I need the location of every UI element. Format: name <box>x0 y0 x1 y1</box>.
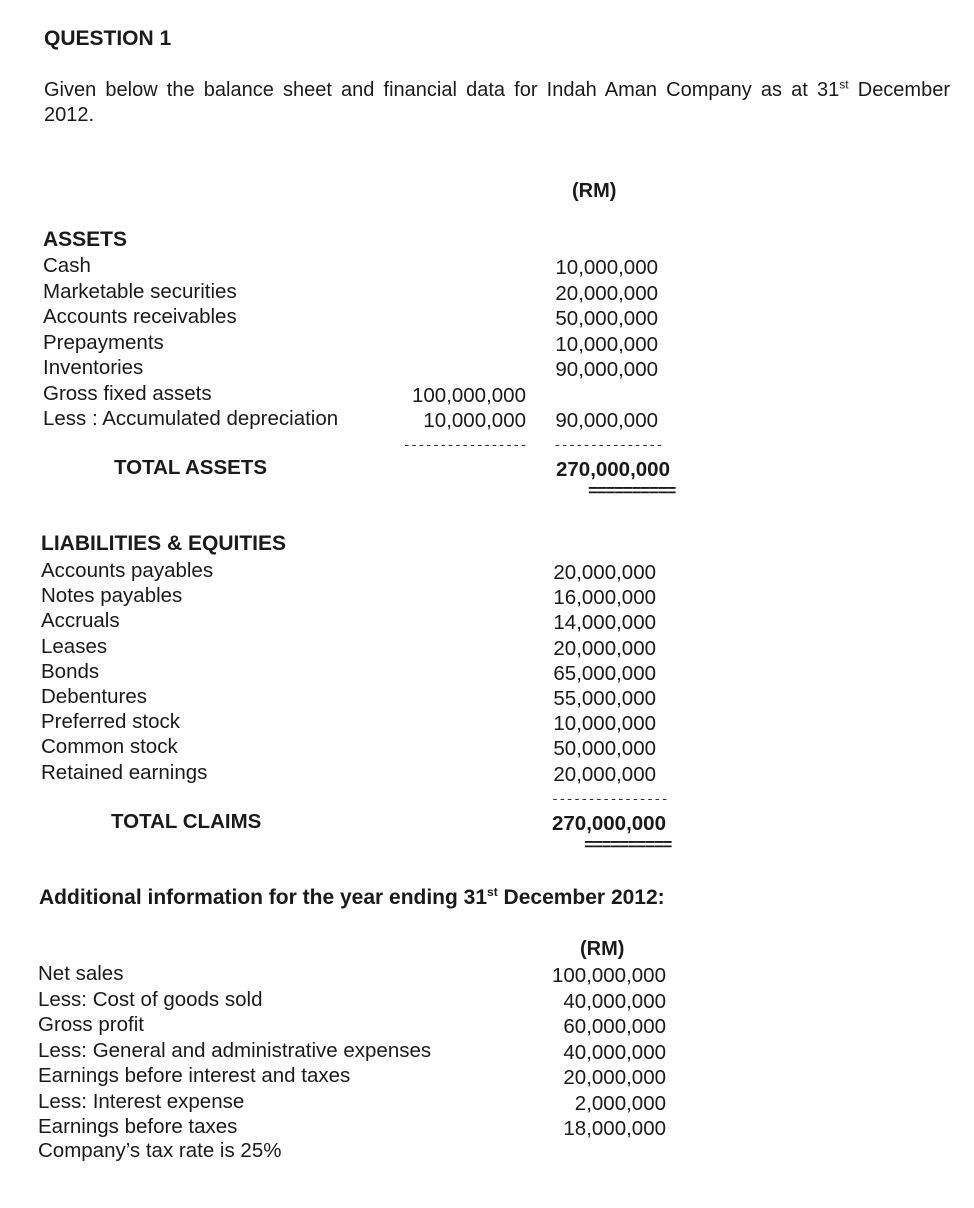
row-label: Notes payables <box>41 584 183 607</box>
intro-text: Given below the balance sheet and financial data for Indah Aman Company as at 31 <box>44 79 840 101</box>
row-value: 10,000,000 <box>553 712 656 735</box>
intro-text-end: December 2012. <box>44 79 950 126</box>
row-value: 18,000,000 <box>563 1117 666 1140</box>
row-value: 2,000,000 <box>574 1092 666 1115</box>
additional-heading-text: Additional information for the year ending 31 <box>39 886 488 909</box>
row-label: Cash <box>43 254 91 277</box>
row-label: Net sales <box>38 962 124 985</box>
row-value: 14,000,000 <box>553 611 656 634</box>
row-value: 60,000,000 <box>563 1015 666 1038</box>
row-sub-value: 10,000,000 <box>423 409 526 432</box>
additional-heading-sup: st <box>487 885 498 899</box>
row-value: 55,000,000 <box>553 687 656 710</box>
assets-sub-rule: ----------------- <box>402 438 527 453</box>
row-label: Preferred stock <box>41 710 180 733</box>
row-label: Prepayments <box>43 331 164 354</box>
row-label: Gross profit <box>38 1013 144 1036</box>
row-label: Inventories <box>43 356 144 379</box>
row-sub-value: 100,000,000 <box>411 384 526 407</box>
row-label: Less : Accumulated depreciation <box>43 407 339 430</box>
row-label: Common stock <box>41 735 178 758</box>
liabilities-heading: LIABILITIES & EQUITIES <box>41 532 287 555</box>
total-assets-double-rule: ========== <box>587 483 675 502</box>
row-value: 40,000,000 <box>563 990 666 1013</box>
row-value: 20,000,000 <box>553 763 656 786</box>
total-claims-label: TOTAL CLAIMS <box>111 810 262 833</box>
total-assets-value: 270,000,000 <box>555 458 670 481</box>
row-label: Gross fixed assets <box>43 382 212 405</box>
row-label: Marketable securities <box>43 280 237 303</box>
row-value: 65,000,000 <box>553 662 656 685</box>
row-value: 10,000,000 <box>555 256 658 279</box>
row-label: Accruals <box>41 609 120 632</box>
intro-paragraph <box>44 78 950 128</box>
assets-rule: --------------- <box>553 438 663 453</box>
row-label: Retained earnings <box>41 761 208 784</box>
row-value: 90,000,000 <box>555 409 658 432</box>
row-label: Bonds <box>41 660 100 683</box>
row-value: 20,000,000 <box>555 282 658 305</box>
row-value: 20,000,000 <box>553 637 656 660</box>
row-label: Debentures <box>41 685 147 708</box>
row-label: Earnings before taxes <box>38 1115 238 1138</box>
question-title: QUESTION 1 <box>44 27 172 50</box>
row-label: Less: Cost of goods sold <box>38 988 263 1011</box>
row-label: Accounts receivables <box>43 305 237 328</box>
total-claims-value: 270,000,000 <box>551 812 666 835</box>
row-value: 100,000,000 <box>551 964 666 987</box>
row-value: 90,000,000 <box>555 358 658 381</box>
row-label: Accounts payables <box>41 559 214 582</box>
total-assets-label: TOTAL ASSETS <box>114 456 268 479</box>
row-value: 10,000,000 <box>555 333 658 356</box>
tax-note: Company’s tax rate is 25% <box>38 1139 282 1162</box>
additional-heading <box>39 886 665 910</box>
additional-heading-end: December 2012: <box>497 886 665 909</box>
row-label: Less: Interest expense <box>38 1090 245 1113</box>
row-value: 40,000,000 <box>563 1041 666 1064</box>
row-value: 50,000,000 <box>553 737 656 760</box>
currency-header: (RM) <box>572 180 617 202</box>
total-claims-double-rule: ========== <box>583 837 671 856</box>
intro-sup: st <box>839 77 849 92</box>
row-value: 20,000,000 <box>553 561 656 584</box>
row-label: Less: General and administrative expenses <box>38 1039 432 1062</box>
row-value: 20,000,000 <box>563 1066 666 1089</box>
row-label: Leases <box>41 635 108 658</box>
row-value: 16,000,000 <box>553 586 656 609</box>
row-label: Earnings before interest and taxes <box>38 1064 351 1087</box>
additional-currency-header: (RM) <box>580 938 625 960</box>
row-value: 50,000,000 <box>555 307 658 330</box>
liabilities-rule: ---------------- <box>551 792 668 807</box>
assets-heading: ASSETS <box>43 228 128 251</box>
